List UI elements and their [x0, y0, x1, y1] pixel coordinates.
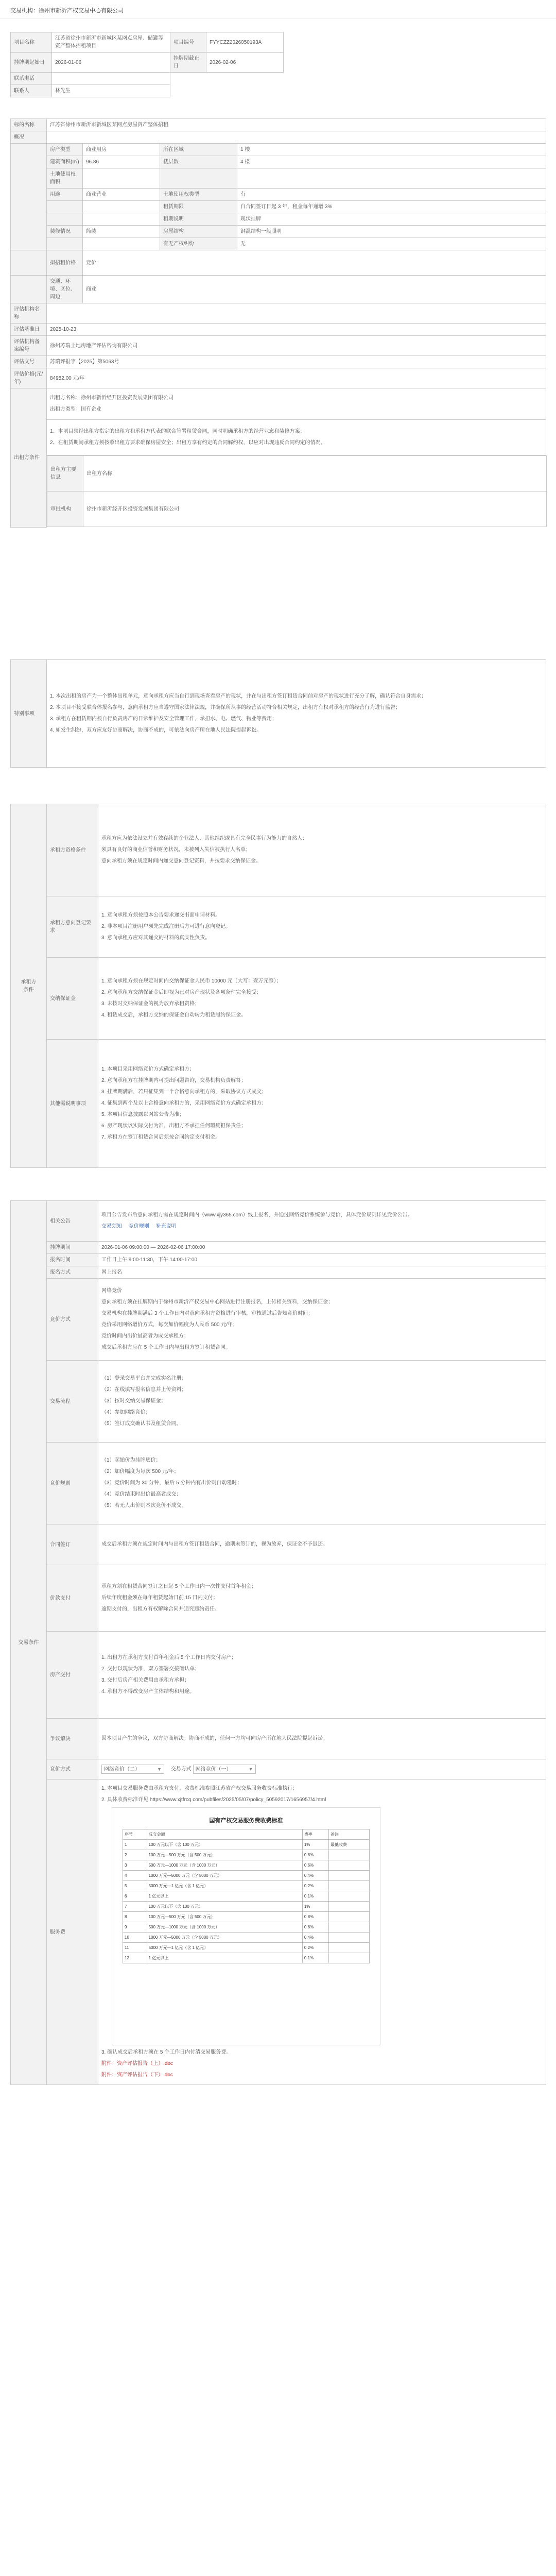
lessee-bid-label: 承租方意向登记要求 — [47, 896, 98, 958]
ov-l2-1: 楼层数 — [160, 156, 237, 168]
fee-cell — [329, 1860, 370, 1871]
tx-dispute-label: 争议解决 — [47, 1719, 98, 1759]
notice-item-2: 3. 承租方在租赁期内须自行负责房产的日常维护及安全管理工作，承担水、电、燃气、物业等费用； — [50, 716, 277, 722]
ov-extra-value-7: 84952.00 元/年 — [47, 368, 546, 388]
tx-bidding-desc-4: 成交后承租方应在 5 个工作日内与出租方签订租赁合同。 — [101, 1345, 231, 1350]
tx-rule-1: （2）加价幅度为每次 500 元/年； — [101, 1469, 179, 1475]
publish-line2: 出租方类型：国有企业 — [50, 406, 101, 412]
lessee-bid-1: 2. 非本项目注册用户须先完成注册后方可进行意向登记。 — [101, 924, 231, 929]
lessee-conditions-label: 承租方资格条件 — [47, 804, 98, 896]
ov-l2-4: 租赁期限 — [160, 201, 237, 213]
ov-l1-3: 用途 — [47, 189, 83, 201]
fee-cell: 1% — [302, 1902, 328, 1912]
fee-cell — [329, 1881, 370, 1891]
ov-v1-4 — [83, 201, 160, 213]
ov-l2-7: 有无产权纠纷 — [160, 238, 237, 250]
end-date: 2026-02-06 — [206, 53, 284, 73]
transaction-method-value: 网络竞价（一） — [195, 1767, 232, 1772]
tx-bidding-desc-0: 意向承租方须在挂牌期内于徐州市新沂产权交易中心网站进行注册报名，上传相关资料，交纳保证金； — [101, 1299, 333, 1305]
fee-row — [123, 1912, 370, 1922]
fee-cell — [329, 1922, 370, 1933]
fee-cell — [329, 1933, 370, 1943]
fee-row — [123, 1933, 370, 1943]
fee-cell: 1% — [302, 1840, 328, 1850]
ov-extra-label-1: 拟招租价格 — [47, 250, 83, 276]
fee-cell: 1000 万元—5000 万元（含 5000 万元） — [147, 1871, 302, 1881]
lessee-bid-2: 3. 意向承租方应对其递交的材料的真实性负责。 — [101, 935, 211, 941]
fee-row — [123, 1891, 370, 1902]
tx-link-0[interactable]: 交易须知 — [101, 1224, 122, 1229]
publish-sub-label-2: 审批机构 — [47, 492, 83, 527]
lessee-condition-0: 承租方应为依法设立并有效存续的企业法人、其他组织或具有完全民事行为能力的自然人； — [101, 836, 307, 841]
tx-method: 网上报名 — [98, 1266, 546, 1279]
tx-delivery-3: 4. 承租方不得改变房产主体结构和用途。 — [101, 1689, 195, 1694]
tx-payment-0: 承租方须在租赁合同签订之日起 5 个工作日内一次性支付首年租金； — [101, 1584, 257, 1589]
fee-cell: 1 亿元以上 — [147, 1953, 302, 1963]
fee-cell: 1 — [123, 1840, 147, 1850]
lessee-deposit-3: 4. 租赁成交后，承租方交纳的保证金自动转为租赁履约保证金。 — [101, 1012, 247, 1018]
chevron-down-icon: ▼ — [157, 1767, 162, 1772]
fee-header: 成交金额 — [147, 1829, 302, 1840]
ov-l1-0: 房产类型 — [47, 144, 83, 156]
ov-l2-5: 租期说明 — [160, 213, 237, 226]
ov-l2-6: 房屋结构 — [160, 226, 237, 238]
tx-bidding-desc-1: 交易机构在挂牌期满后 3 个工作日内对意向承租方资格进行审核，审核通过后告知竞价时间； — [101, 1311, 314, 1316]
tx-method-label: 报名方式 — [47, 1266, 98, 1279]
fee-row — [123, 1860, 370, 1871]
tx-bidding-label: 竞价方式 — [47, 1279, 98, 1361]
tx-rule-2: （3）竞价时间为 30 分钟，最后 5 分钟内有出价则自动延时； — [101, 1480, 242, 1486]
fee-cell: 0.1% — [302, 1953, 328, 1963]
fee-row — [123, 1850, 370, 1860]
lessee-deposit-1: 2. 意向承租方交纳保证金后即视为已对房产现状及各项条件完全接受； — [101, 990, 262, 995]
section-a-title: 标的名称 — [11, 119, 47, 131]
lessee-other-5: 6. 房产现状以实际交付为准，出租方不承担任何瑕疵担保责任； — [101, 1123, 247, 1129]
tx-contract-label: 合同签订 — [47, 1524, 98, 1565]
fee-cell — [329, 1871, 370, 1881]
overview-title: 概况 — [11, 131, 47, 144]
fee-cell: 0.2% — [302, 1881, 328, 1891]
tx-step-0: （1）登录交易平台并完成实名注册； — [101, 1376, 187, 1381]
lessee-deposit-2: 3. 未按时交纳保证金的视为放弃承租资格； — [101, 1001, 200, 1007]
fee-cell: 500 万元—1000 万元（含 1000 万元） — [147, 1922, 302, 1933]
fee-header: 费率 — [302, 1829, 328, 1840]
tx-steps-label: 交易流程 — [47, 1361, 98, 1443]
notice-label: 特别事项 — [11, 660, 47, 768]
fee-cell — [329, 1850, 370, 1860]
ov-l1-6: 装修情况 — [47, 226, 83, 238]
other-value: 林先生 — [52, 85, 170, 97]
ov-v2-0: 1 楼 — [237, 144, 546, 156]
fee-cell: 0.8% — [302, 1912, 328, 1922]
ov-v2-7: 无 — [237, 238, 546, 250]
fee-cell: 2 — [123, 1850, 147, 1860]
fee-cell: 500 万元—1000 万元（含 1000 万元） — [147, 1860, 302, 1871]
attachment-link-b[interactable]: 附件：资产评估报告（下）.doc — [101, 2072, 173, 2078]
start-date: 2026-01-06 — [52, 53, 170, 73]
fee-cell: 1000 万元—5000 万元（含 5000 万元） — [147, 1933, 302, 1943]
project-name: 江苏省徐州市新沂市新城区某网点房屋、储罐等资产整体招租项目 — [52, 32, 170, 53]
fee-cell: 11 — [123, 1943, 147, 1953]
ov-extra-value-6: 苏瑞评报字【2025】第5063号 — [47, 356, 546, 368]
fee-cell: 8 — [123, 1912, 147, 1922]
publish-sub-label-1: 出租方主要信息 — [47, 456, 83, 492]
lessee-other-6: 7. 承租方在签订租赁合同后须按合同约定支付租金。 — [101, 1134, 221, 1140]
transaction-label: 交易条件 — [11, 1201, 47, 2085]
fee-cell: 0.6% — [302, 1860, 328, 1871]
fee-row — [123, 1881, 370, 1891]
fee-cell: 5000 万元—1 亿元（含 1 亿元） — [147, 1943, 302, 1953]
ov-l1-5 — [47, 213, 83, 226]
lessee-other-3: 4. 征集到两个及以上合格意向承租方的，采用网络竞价方式确定承租方； — [101, 1100, 267, 1106]
ov-v2-1: 4 楼 — [237, 156, 546, 168]
ov-v1-5 — [83, 213, 160, 226]
fee-cell: 10 — [123, 1933, 147, 1943]
tx-intro-label: 相关公告 — [47, 1201, 98, 1242]
tx-link-1[interactable]: 竞价规则 — [128, 1224, 149, 1229]
fee-cell: 5 — [123, 1881, 147, 1891]
fee-cell: 0.8% — [302, 1850, 328, 1860]
ov-v2-5: 现状挂牌 — [237, 213, 546, 226]
ov-l1-7 — [47, 238, 83, 250]
tx-delivery-2: 3. 交付后房产相关费用由承租方承担； — [101, 1677, 190, 1683]
tx-step-3: （4）参加网络竞价； — [101, 1410, 151, 1415]
fee-cell: 12 — [123, 1953, 147, 1963]
bidding-method-select[interactable] — [101, 1765, 164, 1774]
lessee-other-2: 3. 挂牌期满后，若只征集到一个合格意向承租方的，采取协议方式成交； — [101, 1089, 267, 1095]
tx-delivery-label: 房产交付 — [47, 1632, 98, 1719]
consult-value — [52, 73, 170, 85]
lessee-condition-1: 须具有良好的商业信誉和财务状况，未被列入失信被执行人名单； — [101, 847, 251, 853]
ov-l1-4 — [47, 201, 83, 213]
fee-cell — [329, 1912, 370, 1922]
tx-step-1: （2）在线填写报名信息并上传资料； — [101, 1387, 187, 1393]
ov-v2-3: 有 — [237, 189, 546, 201]
notice-item-3: 4. 如发生纠纷，双方应友好协商解决，协商不成的，可依法向房产所在地人民法院提起诉讼。 — [50, 727, 262, 733]
fee-header: 备注 — [329, 1829, 370, 1840]
fee-cell: 0.1% — [302, 1891, 328, 1902]
fee-cell — [329, 1902, 370, 1912]
consult-label: 联系电话 — [11, 73, 52, 85]
fee-cell: 100 万元以下（含 100 万元） — [147, 1902, 302, 1912]
ov-v1-2 — [83, 168, 160, 189]
tx-payment-label: 价款支付 — [47, 1565, 98, 1632]
tx-bidding: 网络竞价 — [101, 1288, 122, 1294]
ov-l2-2 — [160, 168, 237, 189]
publish-sub-value-1: 出租方名称 — [83, 456, 547, 492]
publisher-line: 交易机构：徐州市新沂产权交易中心有限公司 — [10, 8, 124, 14]
tx-step-2: （3）按时交纳交易保证金； — [101, 1398, 166, 1404]
ov-v2-6: 钢混结构一般照明 — [237, 226, 546, 238]
other-label: 联系人 — [11, 85, 52, 97]
tx-payment-1: 后续年度租金须在每年租赁起始日前 15 日内支付； — [101, 1595, 218, 1601]
end-date-label: 挂牌期截止日 — [170, 53, 206, 73]
publish-sub-value-2: 徐州市新沂经开区投资发展集团有限公司 — [83, 492, 547, 527]
project-name-label: 项目名称 — [11, 32, 52, 53]
fee-header: 序号 — [123, 1829, 147, 1840]
chevron-down-icon: ▼ — [248, 1767, 253, 1772]
fee-cell: 最低收费 — [329, 1840, 370, 1850]
fee-cell: 0.6% — [302, 1922, 328, 1933]
lessee-other-1: 2. 意向承租方在挂牌期内可提出问题咨询，交易机构负责解答； — [101, 1078, 247, 1083]
ov-extra-value-1: 竞价 — [83, 250, 546, 276]
lessee-deposit-0: 1. 意向承租方须在规定时间内交纳保证金人民币 10000 元（大写：壹万元整）； — [101, 978, 282, 984]
ov-extra-value-4: 2025-10-23 — [47, 324, 546, 336]
fee-cell: 100 万元以下（含 100 万元） — [147, 1840, 302, 1850]
ov-extra-label-7: 评估价格(元/年) — [11, 368, 47, 388]
ov-extra-label-4: 评估基准日 — [11, 324, 47, 336]
fee-table-image — [112, 1807, 380, 2045]
ov-v1-1: 96.86 — [83, 156, 160, 168]
bidding-method-value: 网络竞价（二） — [104, 1767, 140, 1772]
ov-v2-4: 自合同签订日起 3 年，租金每年递增 3% — [237, 201, 546, 213]
lessee-other-4: 5. 本项目信息披露以网站公告为准； — [101, 1112, 185, 1117]
lessee-other-0: 1. 本项目采用网络竞价方式确定承租方； — [101, 1066, 195, 1072]
tx-rule-4: （5）若无人出价则本次竞价不成交。 — [101, 1503, 187, 1509]
publish-line1: 出租方名称：徐州市新沂经开区投资发展集团有限公司 — [50, 395, 173, 401]
tx-link-2[interactable]: 补充说明 — [155, 1224, 177, 1229]
tx-step-4: （5）签订成交确认书及租赁合同。 — [101, 1421, 182, 1427]
ov-v1-3: 商业营业 — [83, 189, 160, 201]
lessee-condition-2: 意向承租方须在规定时间内递交意向登记资料，并按要求交纳保证金。 — [101, 858, 261, 864]
ov-extra-value-2: 商业 — [83, 276, 546, 303]
fee-cell: 3 — [123, 1860, 147, 1871]
tx-time-label: 报名时间 — [47, 1254, 98, 1266]
fee-cell: 6 — [123, 1891, 147, 1902]
fee-cell: 4 — [123, 1871, 147, 1881]
fee-cell: 9 — [123, 1922, 147, 1933]
publish-item2: 2、在租赁期间承租方须按照出租方要求确保房屋安全；出租方享有约定的合同解约权，以应对出现违反合同约定的情况。 — [50, 440, 326, 446]
tx-contract: 成交后承租方须在规定时间内与出租方签订租赁合同，逾期未签订的，视为放弃，保证金不予退还。 — [101, 1541, 328, 1547]
tx-rule-3: （4）竞价结束时出价最高者成交； — [101, 1492, 182, 1497]
tx-time: 工作日上午 9:00-11:30，下午 14:00-17:00 — [98, 1254, 546, 1266]
fee-cell: 0.2% — [302, 1943, 328, 1953]
fee-cell: 100 万元—500 万元（含 500 万元） — [147, 1850, 302, 1860]
ov-extra-value-5: 徐州苏瑞土地房地产评估咨询有限公司 — [47, 336, 546, 356]
overview-table — [10, 118, 546, 528]
ov-extra-value-3 — [47, 303, 546, 324]
tx-delivery-0: 1. 出租方在承租方支付首年租金后 5 个工作日内交付房产； — [101, 1655, 237, 1660]
project-code-label: 项目编号 — [170, 32, 206, 53]
section-a-value: 江苏省徐州市新沂市新城区某网点房屋资产整体招租 — [47, 119, 546, 131]
basic-info-table — [10, 32, 546, 97]
tx-rule-0: （1）起始价为挂牌底价； — [101, 1458, 161, 1463]
tx-payment-2: 逾期支付的，出租方有权解除合同并追究违约责任。 — [101, 1606, 220, 1612]
fee-table — [123, 1829, 370, 1963]
transaction-table — [10, 1200, 546, 2085]
tx-dispute: 因本项目产生的争议，双方协商解决；协商不成的，任何一方均可向房产所在地人民法院提起诉讼。 — [101, 1736, 328, 1741]
lessee-table: 承租方 条件 承租方资格条件 承租方应为依法设立并有效存续的企业法人、其他组织或具有完全民事行为能力的自然人； 须具有良好的商业信誉和财务状况，未被列入失信被执行人名单； 意向承租方须在规定时间内递交意向登记资料，并按要求交纳保证金。 承租方意向登记要求 1. 意向承租方须按照本公告要求递交书面申请材料。 2. 非本项目注册用户须先完成注册后方可进行意向登记。 3. 意向承租方应对其递交的材料的真实性负责。 交纳保证金 1. 意向承租方须在规定时间内交纳保证金人民币 10000 元（大写：壹万元整）； 2. 意向承租方交纳保证金后即视为已对房产现状及各项条件完全接受； 3. 未按时交纳保证金的视为放弃承租资格； 4. 租赁成交后，承租方交纳的保证金自动转为租赁履约保证金。 其他需说明事项 1. 本项目采用网络竞价方式确定承租方； 2. 意向承租方在挂牌期内可提出问题咨询，交易机构负责解答； 3. 挂牌期满后，若只征集到一个合格意向承租方的，采取协议方式成交； 4. 征集到两个及以上合格意向承租方的，采用网络竞价方式确定承租方； 5. 本项目信息披露以网站公告为准； 6. 房产现状以实际交付为准，出租方不承担任何瑕疵担保责任； 7. 承租方在签订租赁合同后须按合同约定支付租金。 — [10, 804, 546, 1168]
fee-cell — [329, 1943, 370, 1953]
tx-after-fee: 3. 确认成交后承租方须在 5 个工作日内付清交易服务费。 — [101, 2049, 232, 2055]
tx-period: 2026-01-06 09:00:00 — 2026-02-06 17:00:00 — [98, 1242, 546, 1254]
lessee-deposit-label: 交纳保证金 — [47, 958, 98, 1040]
ov-v1-0: 商业用房 — [83, 144, 160, 156]
attachment-link-a[interactable]: 附件：资产评估报告（上）.doc — [101, 2061, 173, 2066]
ov-extra-label-3: 评估机构名称 — [11, 303, 47, 324]
notice-table — [10, 659, 546, 768]
ov-v2-2 — [237, 168, 546, 189]
fee-cell: 7 — [123, 1902, 147, 1912]
tx-service-label: 服务费 — [47, 1780, 98, 2085]
fee-cell: 5000 万元—1 亿元（含 1 亿元） — [147, 1881, 302, 1891]
tx-selector2-label: 交易方式 — [170, 1766, 192, 1772]
tx-intro: 项目公告发布后意向承租方需在规定时间内（www.xjy365.com）线上报名，并通过网络竞价系统参与竞价，具体竞价规则详见竞价公告。 — [101, 1212, 413, 1218]
fee-cell — [329, 1891, 370, 1902]
fee-row — [123, 1943, 370, 1953]
notice-item-0: 1. 本次出租的房产为一个整体出租单元，意向承租方应当自行到现场查看房产的现状，并在与出租方签订租赁合同前对房产的现状进行充分了解，确认符合自身需求； — [50, 693, 427, 699]
tx-bidding-desc-3: 竞价时间内出价最高者为成交承租方； — [101, 1333, 189, 1339]
fee-cell — [329, 1953, 370, 1963]
ov-l2-0: 所在区域 — [160, 144, 237, 156]
fee-row — [123, 1922, 370, 1933]
fee-table-title: 国有产权交易服务费收费标准 — [209, 1818, 283, 1824]
tx-bidding-desc-2: 竞价采用网络增价方式，每次加价幅度为人民币 500 元/年； — [101, 1322, 238, 1328]
start-date-label: 挂牌期起始日 — [11, 53, 52, 73]
lessee-bid-0: 1. 意向承租方须按照本公告要求递交书面申请材料。 — [101, 912, 221, 918]
ov-l2-3: 土地使用权类型 — [160, 189, 237, 201]
notice-item-1: 2. 本项目不接受联合体报名参与，意向承租方应当遵守国家法律法规，并确保所从事的经营活动符合相关规定，出租方有权对承租方的经营行为进行监督； — [50, 705, 401, 710]
lessee-other-label: 其他需说明事项 — [47, 1040, 98, 1168]
fee-row — [123, 1953, 370, 1963]
ov-l1-2: 土地使用权面积 — [47, 168, 83, 189]
publish-item1: 1、本项目须经出租方指定的出租方和承租方代表的联合签署租赁合同，同时明确承租方的经营业态和装修方案； — [50, 429, 305, 434]
ov-l1-1: 建筑面积(㎡) — [47, 156, 83, 168]
tx-period-label: 挂牌期间 — [47, 1242, 98, 1254]
fee-cell: 1 亿元以上 — [147, 1891, 302, 1902]
tx-selector-label: 竞价方式 — [47, 1759, 98, 1780]
project-code: FYYCZZ2026050193A — [206, 32, 284, 53]
publish-label: 出租方条件 — [11, 388, 47, 528]
ov-extra-label-2: 交通、环境、区位、周边 — [47, 276, 83, 303]
tx-service-0: 1. 本项目交易服务费由承租方支付，收费标准参照江苏省产权交易服务收费标准执行； — [101, 1786, 298, 1791]
ov-v1-7 — [83, 238, 160, 250]
ov-extra-label-6: 评估文号 — [11, 356, 47, 368]
tx-rules-label: 竞价规则 — [47, 1443, 98, 1524]
transaction-method-select[interactable] — [193, 1765, 256, 1774]
tx-service-1: 2. 具体收费标准详见 https://www.xjtfrcq.com/pubfiles/2025/05/07/policy_50592017/1656957/4.html — [101, 1797, 326, 1803]
fee-row — [123, 1902, 370, 1912]
fee-row — [123, 1840, 370, 1850]
fee-row — [123, 1871, 370, 1881]
fee-cell: 0.4% — [302, 1933, 328, 1943]
fee-cell: 100 万元—500 万元（含 500 万元） — [147, 1912, 302, 1922]
ov-extra-label-5: 评估机构备案编号 — [11, 336, 47, 356]
ov-v1-6: 简装 — [83, 226, 160, 238]
tx-delivery-1: 2. 交付以现状为准，双方签署交接确认单； — [101, 1666, 200, 1672]
fee-cell: 0.4% — [302, 1871, 328, 1881]
